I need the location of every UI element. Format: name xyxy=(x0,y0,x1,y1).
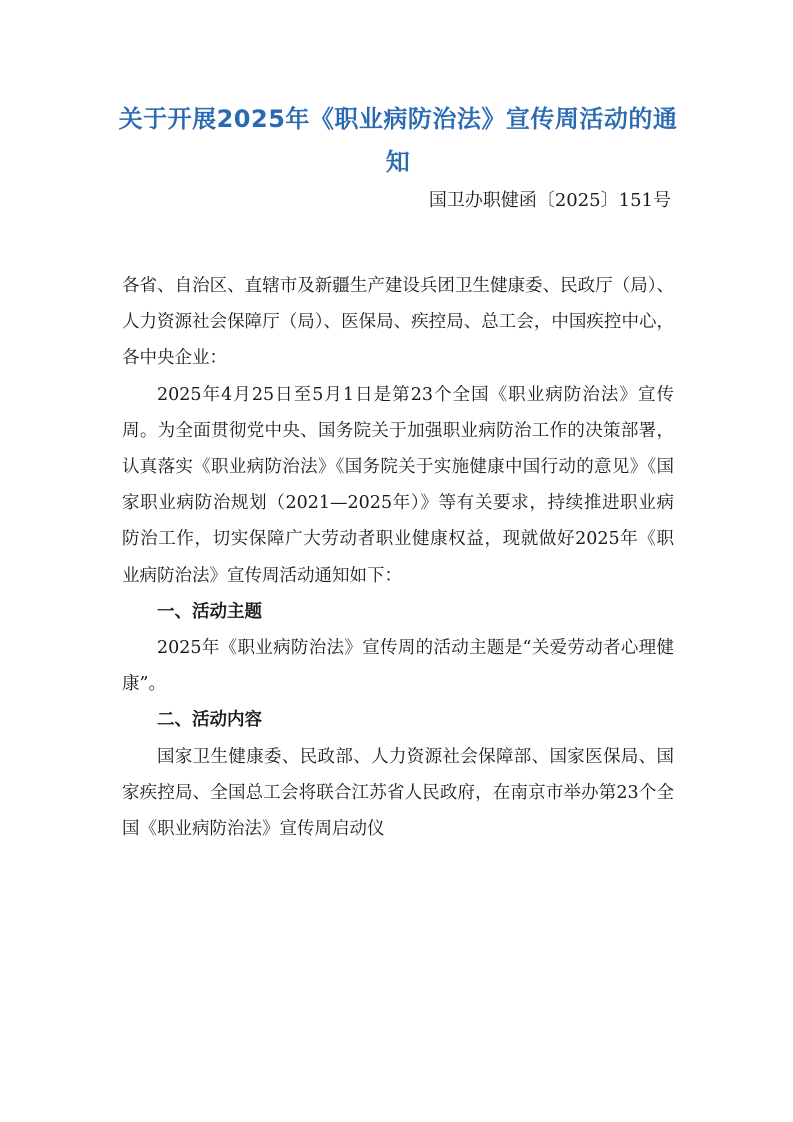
section-text-content: 国家卫生健康委、民政部、人力资源社会保障部、国家医保局、国家疾控局、全国总工会将联合江苏省人民政府，在南京市举办第23个全国《职业病防治法》宣传周启动仪 xyxy=(122,746,674,840)
intro-paragraph: 2025年4月25日至5月1日是第23个全国《职业病防治法》宣传周。为全面贯彻党中央、国务院关于加强职业病防治工作的决策部署，认真落实《职业病防治法》《国务院关于实施健康中国行动的意见》《国家职业病防治规划（2021—2025年）》等有关要求，持续推进职业病防治工作，切实保障广大劳动者职业健康权益，现就做好2025年《职业病防治法》宣传周活动通知如下： xyxy=(122,384,674,586)
section-heading-theme: 一、活动主题 xyxy=(157,601,262,622)
section-text-theme: 2025年《职业病防治法》宣传周的活动主题是“关爱劳动者心理健康”。 xyxy=(122,638,674,695)
document-number: 国卫办职健函〔2025〕151号 xyxy=(428,190,671,211)
document-title: 关于开展2025年《职业病防治法》宣传周活动的通知 xyxy=(118,105,678,176)
addressee-paragraph: 各省、自治区、直辖市及新疆生产建设兵团卫生健康委、民政厅（局）、人力资源社会保障厅（局）、医保局、疾控局、总工会，中国疾控中心，各中央企业： xyxy=(122,276,674,369)
document-body xyxy=(122,268,674,847)
section-heading-content: 二、活动内容 xyxy=(157,710,262,731)
